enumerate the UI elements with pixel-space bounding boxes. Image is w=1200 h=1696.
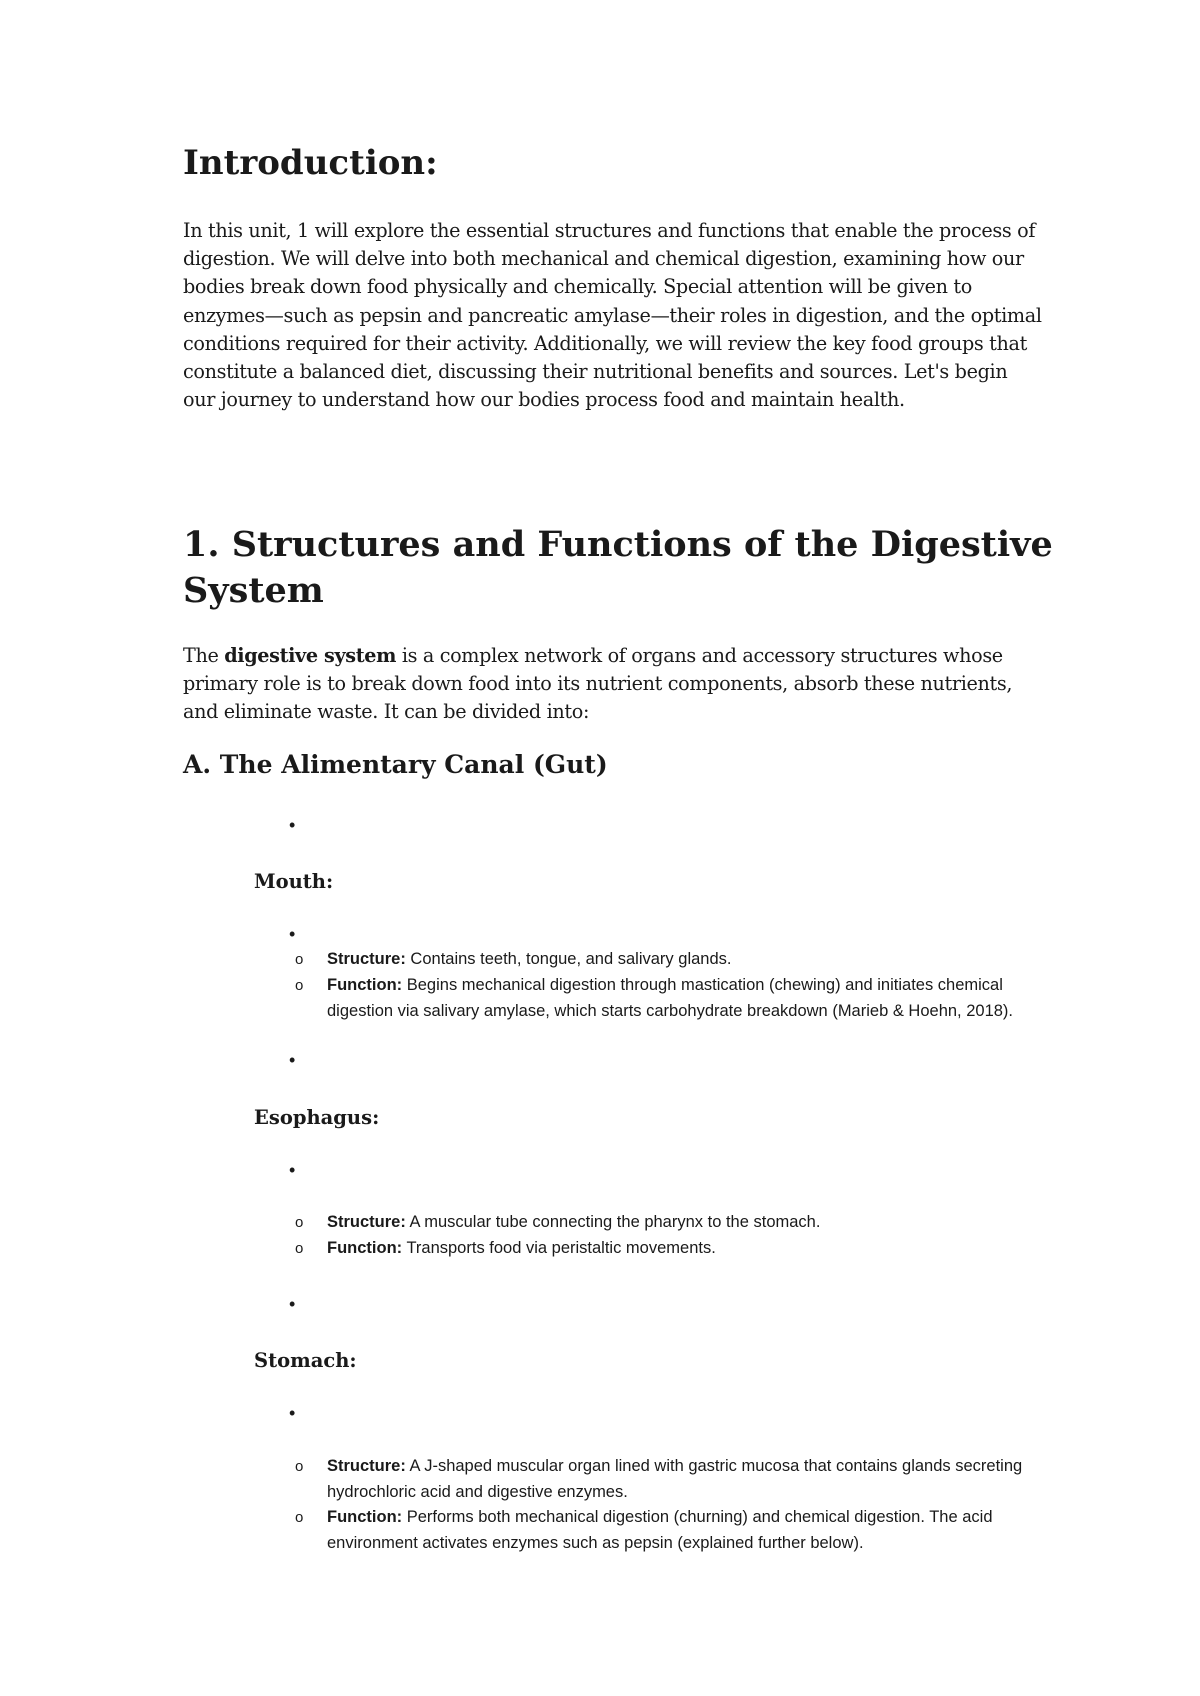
- organ-title-mouth: Mouth:: [254, 870, 334, 893]
- function-label: Function:: [327, 1239, 403, 1257]
- sub-bullet-marker: o: [295, 1240, 304, 1257]
- mouth-function-item: [295, 973, 1055, 1024]
- esophagus-function-item: [295, 1236, 1055, 1262]
- structure-text: Contains teeth, tongue, and salivary glands.: [405, 950, 732, 968]
- organ-title-stomach: Stomach:: [254, 1349, 357, 1372]
- bullet-marker: •: [289, 1160, 296, 1180]
- function-label: Function:: [327, 1508, 403, 1526]
- stomach-function-item: [295, 1505, 1055, 1556]
- mouth-structure-item: [295, 947, 1055, 973]
- function-text: Transports food via peristaltic movements.: [402, 1239, 716, 1257]
- structure-text: A muscular tube connecting the pharynx to the stomach.: [405, 1213, 821, 1231]
- intro-heading: Introduction:: [183, 143, 438, 183]
- bullet-marker: •: [289, 924, 296, 944]
- subsection-heading: A. The Alimentary Canal (Gut): [183, 750, 608, 779]
- structure-label: Structure:: [327, 1457, 406, 1475]
- function-text: Begins mechanical digestion through mastication (chewing) and initiates chemical digestion via salivary amylase, which starts carbohydrate breakdown (Marieb & Hoehn, 2018).: [327, 976, 1013, 1020]
- esophagus-structure-item: [295, 1210, 1055, 1236]
- sub-bullet-marker: o: [295, 951, 304, 968]
- para-bold-term: digestive system: [224, 644, 397, 667]
- section-heading: 1. Structures and Functions of the Digestive System: [183, 524, 1053, 611]
- intro-paragraph: In this unit, 1 will explore the essential structures and functions that enable the process of digestion. We will delve into both mechanical and chemical digestion, examining how our bodies break down food physically and chemically. Special attention will be given to enzymes—such as pepsin and pancreatic amylase—their roles in digestion, and the optimal conditions required for their activity. Additionally, we will review the key food groups that constitute a balanced diet, discussing their nutritional benefits and sources. Let's begin our journey to understand how our bodies process food and maintain health.: [183, 219, 1042, 412]
- sub-bullet-marker: o: [295, 1458, 304, 1475]
- digestive-system-paragraph: [183, 642, 1043, 727]
- structure-text: A J-shaped muscular organ lined with gastric mucosa that contains glands secreting hydrochloric acid and digestive enzymes.: [327, 1457, 1023, 1501]
- structure-label: Structure:: [327, 1213, 406, 1231]
- organ-title-esophagus: Esophagus:: [254, 1106, 380, 1129]
- bullet-marker: •: [289, 1050, 296, 1070]
- para-text-pre: The: [183, 644, 225, 667]
- bullet-marker: •: [289, 815, 296, 835]
- sub-bullet-marker: o: [295, 977, 304, 994]
- stomach-structure-item: [295, 1454, 1055, 1505]
- function-text: Performs both mechanical digestion (churning) and chemical digestion. The acid environment activates enzymes such as pepsin (explained further below).: [327, 1508, 993, 1552]
- structure-label: Structure:: [327, 950, 406, 968]
- sub-bullet-marker: o: [295, 1214, 304, 1231]
- bullet-marker: •: [289, 1294, 296, 1314]
- para-text-post: is a complex network of organs and accessory structures whose primary role is to break down food into its nutrient components, absorb these nutrients, and eliminate waste. It can be divided into:: [183, 644, 1013, 724]
- bullet-marker: •: [289, 1403, 296, 1423]
- function-label: Function:: [327, 976, 403, 994]
- sub-bullet-marker: o: [295, 1509, 304, 1526]
